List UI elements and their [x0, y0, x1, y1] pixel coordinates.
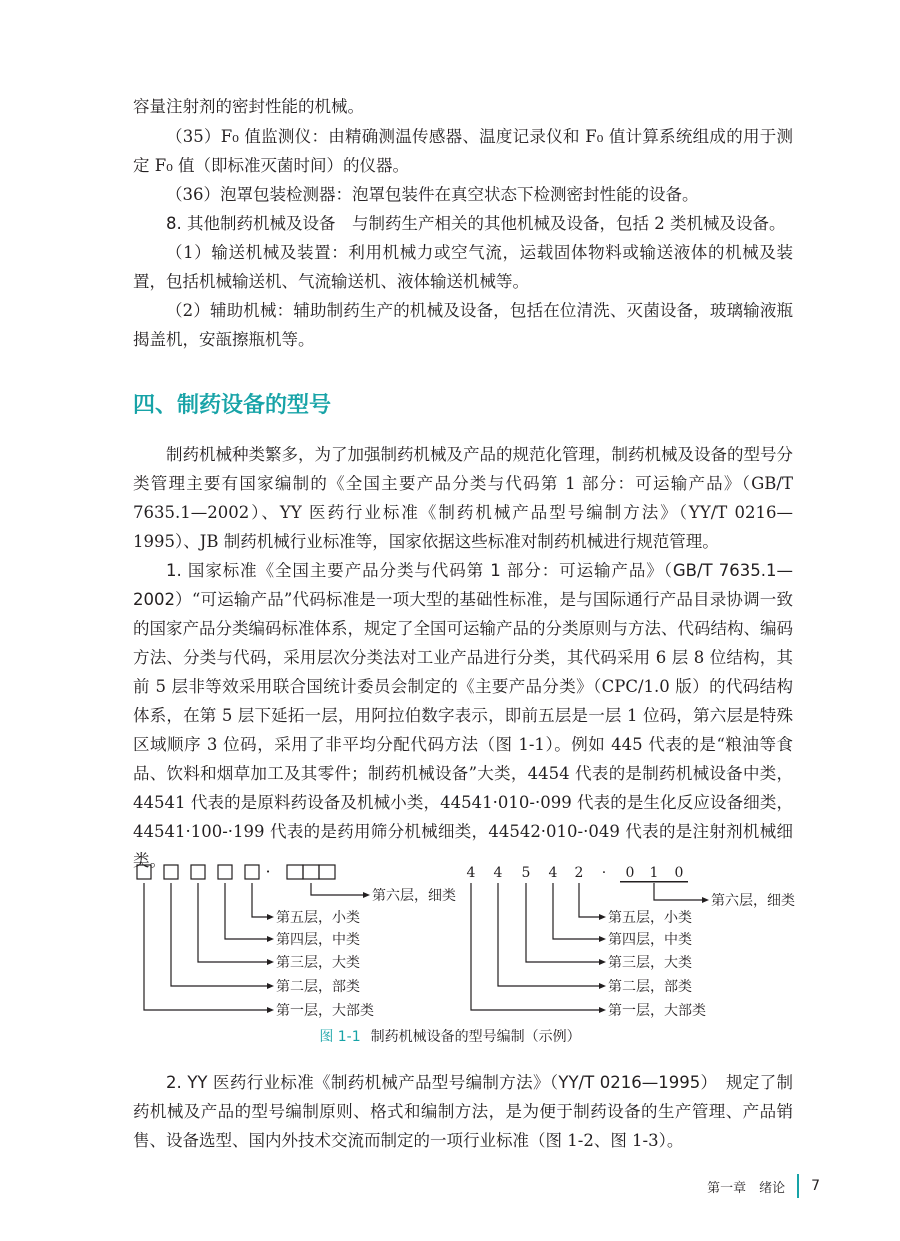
page-number: 7: [811, 1178, 820, 1194]
example-level-3-label: 第三层，大类: [608, 955, 692, 971]
example-level-1-label: 第一层，大部类: [608, 1003, 706, 1019]
section-heading: 四、制药设备的型号: [133, 393, 332, 418]
connector-level-1: [144, 883, 268, 1010]
section-8-body: 与制药生产相关的其他机械及设备，包括 2 类机械及设备。: [352, 214, 786, 233]
connector-level-6: [311, 883, 364, 895]
level-3-label: 第三层，大类: [276, 955, 360, 971]
paragraph-item-1: （1）输送机械及装置：利用机械力或空气流，运载固体物料或输送液体的机械及装置，包括机械输送机、气流输送机、液体输送机械等。: [133, 243, 793, 291]
example-digit-4: 4: [548, 865, 558, 881]
standard-1-heading: 1. 国家标准《全国主要产品分类与代码第 1 部分：可运输产品》（GB/T 7635.1—2002）: [133, 561, 793, 609]
footer-divider: [797, 1174, 799, 1198]
standard-1-body: “可运输产品”代码标准是一项大型的基础性标准，是与国际通行产品目录协调一致的国家产品分类编码标准体系，规定了全国可运输产品的分类原则与方法、代码结构、编码方法、分类与代码，采用层次分类法对工业产品进行分类，其代码采用 6 层 8 位结构，其前 5 层非等效采用联合国统计委员会制定的《主要产品分类》（CPC/1.0 版）的代码结构体系，在第 5 层下延拓一层，用阿拉伯数字表示，即前五层是一层 1 位码，第六层是特殊区域顺序 3 位码，采用了非平均分配代码方法（图 1-1）。例如 445 代表的是“粮油等食品、饮料和烟草加工及其零件；制药机械设备”大类，4454 代表的是制药机械设备中类，44541 代表的是原料药设备及机械小类，44541·010-·099 代表的是生化反应设备细类，44541·100-·199 代表的是药用筛分机械细类，44542·010-·049 代表的是注射剂机械细类。: [133, 590, 793, 870]
example-digit-1: 4: [466, 865, 476, 881]
paragraph-intro: 制药机械种类繁多，为了加强制药机械及产品的规范化管理，制药机械及设备的型号分类管理主要有国家编制的《全国主要产品分类与代码第 1 部分：可运输产品》（GB/T 7635.1—2002）、YY 医药行业标准《制药机械产品型号编制方法》（YY/T 0216—1995）、JB 制药机械行业标准等，国家依据这些标准对制药机械进行规范管理。: [133, 445, 793, 551]
code-box-6a: [287, 865, 303, 879]
example-level-6-label: 第六层，细类: [711, 893, 795, 909]
level-2-label: 第二层，部类: [276, 979, 360, 995]
paragraph-item-2: （2）辅助机械：辅助制药生产的机械及设备，包括在位清洗、灭菌设备，玻璃输液瓶揭盖机，安瓿擦瓶机等。: [133, 301, 793, 349]
figure-number: 图 1-1: [319, 1029, 361, 1045]
paragraph-item-35: （35）F₀ 值监测仪：由精确测温传感器、温度记录仪和 F₀ 值计算系统组成的用于测定 F₀ 值（即标准灭菌时间）的仪器。: [133, 127, 793, 175]
paragraph-standard-2: [133, 1068, 793, 1155]
example-digit-6: 0: [625, 865, 635, 881]
example-digit-8: 0: [674, 865, 684, 881]
example-connector-level-5: [579, 883, 600, 917]
example-level-4-label: 第四层，中类: [608, 932, 692, 948]
connector-level-2: [171, 883, 268, 986]
figure-caption-text: 制药机械设备的型号编制（示例）: [370, 1029, 581, 1045]
example-connector-level-4: [553, 883, 600, 939]
code-box-6b: [303, 865, 319, 879]
code-box-2: [164, 865, 178, 879]
code-box-4: [218, 865, 232, 879]
page-footer: [707, 1175, 820, 1197]
figure-caption: [0, 1026, 900, 1046]
chapter-title: 第一章 绪论: [707, 1180, 786, 1196]
level-6-label: 第六层，细类: [372, 888, 456, 904]
example-digit-2: 4: [493, 865, 503, 881]
standard-2-body: 规定了制药机械及产品的型号编制原则、格式和编制方法，是为便于制药设备的生产管理、产品销售、设备选型、国内外技术交流而制定的一项行业标准（图 1-2、图 1-3）。: [133, 1073, 794, 1150]
connector-level-5: [252, 883, 268, 917]
connector-level-4: [225, 883, 268, 939]
example-dot: ·: [601, 865, 607, 881]
paragraph-standard-1: [133, 556, 793, 875]
code-box-6c: [319, 865, 335, 879]
standard-2-heading: 2. YY 医药行业标准《制药机械产品型号编制方法》（YY/T 0216—1995）: [166, 1073, 710, 1092]
code-box-5: [245, 865, 259, 879]
code-box-1: [137, 865, 151, 879]
paragraph-section-8: [133, 209, 793, 238]
example-connector-level-3: [526, 883, 600, 962]
paragraph-item-36: （36）泡罩包装检测器：泡罩包装件在真空状态下检测密封性能的设备。: [166, 185, 699, 204]
example-connector-level-6: [654, 883, 703, 900]
example-level-2-label: 第二层，部类: [608, 979, 692, 995]
example-digit-3: 5: [521, 865, 531, 881]
code-box-3: [191, 865, 205, 879]
level-1-label: 第一层，大部类: [276, 1003, 374, 1019]
example-connector-level-2: [498, 883, 600, 986]
example-connector-level-1: [471, 883, 600, 1010]
example-digit-5: 2: [574, 865, 584, 881]
connector-level-3: [198, 883, 268, 962]
code-dot: ·: [265, 862, 271, 881]
example-level-5-label: 第五层，小类: [608, 910, 692, 926]
example-digit-7: 1: [649, 865, 659, 881]
paragraph-continuation: 容量注射剂的密封性能的机械。: [133, 97, 364, 116]
section-8-heading: 8. 其他制药机械及设备: [166, 214, 336, 233]
code-structure-figure: [0, 855, 900, 1045]
level-5-label: 第五层，小类: [276, 910, 360, 926]
level-4-label: 第四层，中类: [276, 932, 360, 948]
